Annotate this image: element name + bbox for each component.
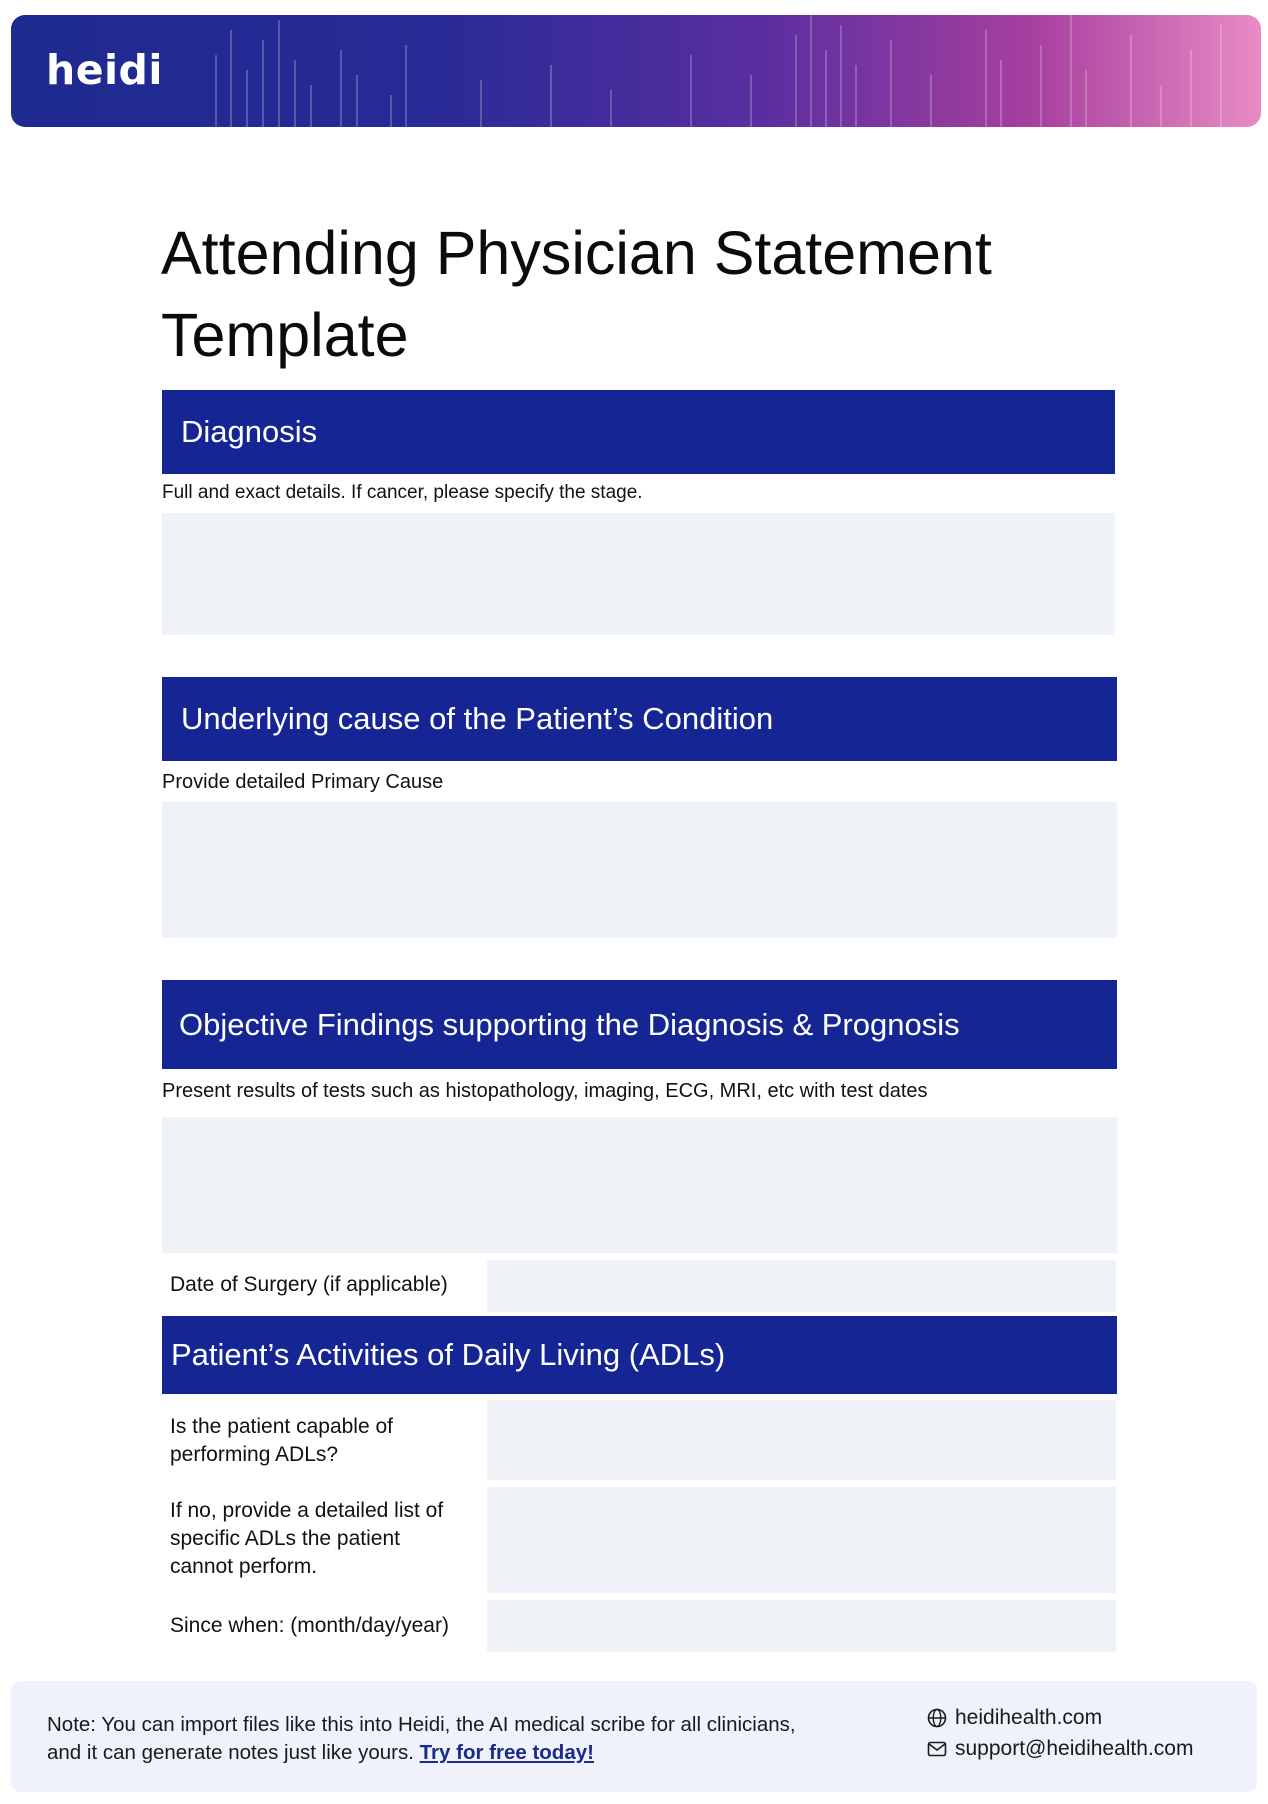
header-banner [11, 15, 1261, 127]
heidi-logo: heidi [46, 46, 163, 94]
try-free-link[interactable]: Try for free today! [419, 1741, 594, 1764]
section-heading-diagnosis: Diagnosis [162, 390, 1115, 474]
globe-icon [927, 1708, 947, 1728]
banner-decoration [11, 15, 1261, 127]
adl-list-label: If no, provide a detailed list of specific ADLs the patient cannot perform. [170, 1499, 444, 1578]
section-heading-adls: Patient’s Activities of Daily Living (ADLs) [162, 1316, 1117, 1394]
section-heading-objective-findings: Objective Findings supporting the Diagnosis & Prognosis [162, 980, 1117, 1069]
since-when-field[interactable] [487, 1600, 1116, 1652]
since-when-label: Since when: (month/day/year) [170, 1614, 449, 1637]
objective-findings-hint: Present results of tests such as histopathology, imaging, ECG, MRI, etc with test dates [162, 1080, 928, 1102]
section-heading-underlying-cause: Underlying cause of the Patient’s Condition [162, 677, 1117, 761]
footer-note-text: Note: You can import files like this into Heidi, the AI medical scribe for all clinicians, and it can generate notes just like yours. [47, 1713, 796, 1764]
objective-findings-field[interactable] [162, 1117, 1117, 1253]
adl-capable-label: Is the patient capable of performing ADLs? [170, 1415, 393, 1466]
adl-capable-field[interactable] [487, 1400, 1116, 1480]
underlying-cause-hint: Provide detailed Primary Cause [162, 771, 444, 793]
website-contact[interactable] [927, 1706, 1102, 1730]
website-link[interactable]: heidihealth.com [955, 1706, 1103, 1729]
footer-note [47, 1711, 807, 1767]
diagnosis-field[interactable] [162, 513, 1115, 635]
date-of-surgery-label: Date of Surgery (if applicable) [170, 1273, 448, 1296]
diagnosis-hint: Full and exact details. If cancer, please specify the stage. [162, 482, 643, 503]
adl-list-field[interactable] [487, 1487, 1116, 1593]
date-of-surgery-field[interactable] [487, 1260, 1116, 1312]
email-contact[interactable] [927, 1737, 1193, 1761]
email-link[interactable]: support@heidihealth.com [955, 1737, 1194, 1760]
page-title: Attending Physician Statement Template [161, 219, 992, 369]
underlying-cause-field[interactable] [162, 802, 1117, 938]
mail-icon [927, 1740, 947, 1758]
footer [11, 1681, 1257, 1792]
